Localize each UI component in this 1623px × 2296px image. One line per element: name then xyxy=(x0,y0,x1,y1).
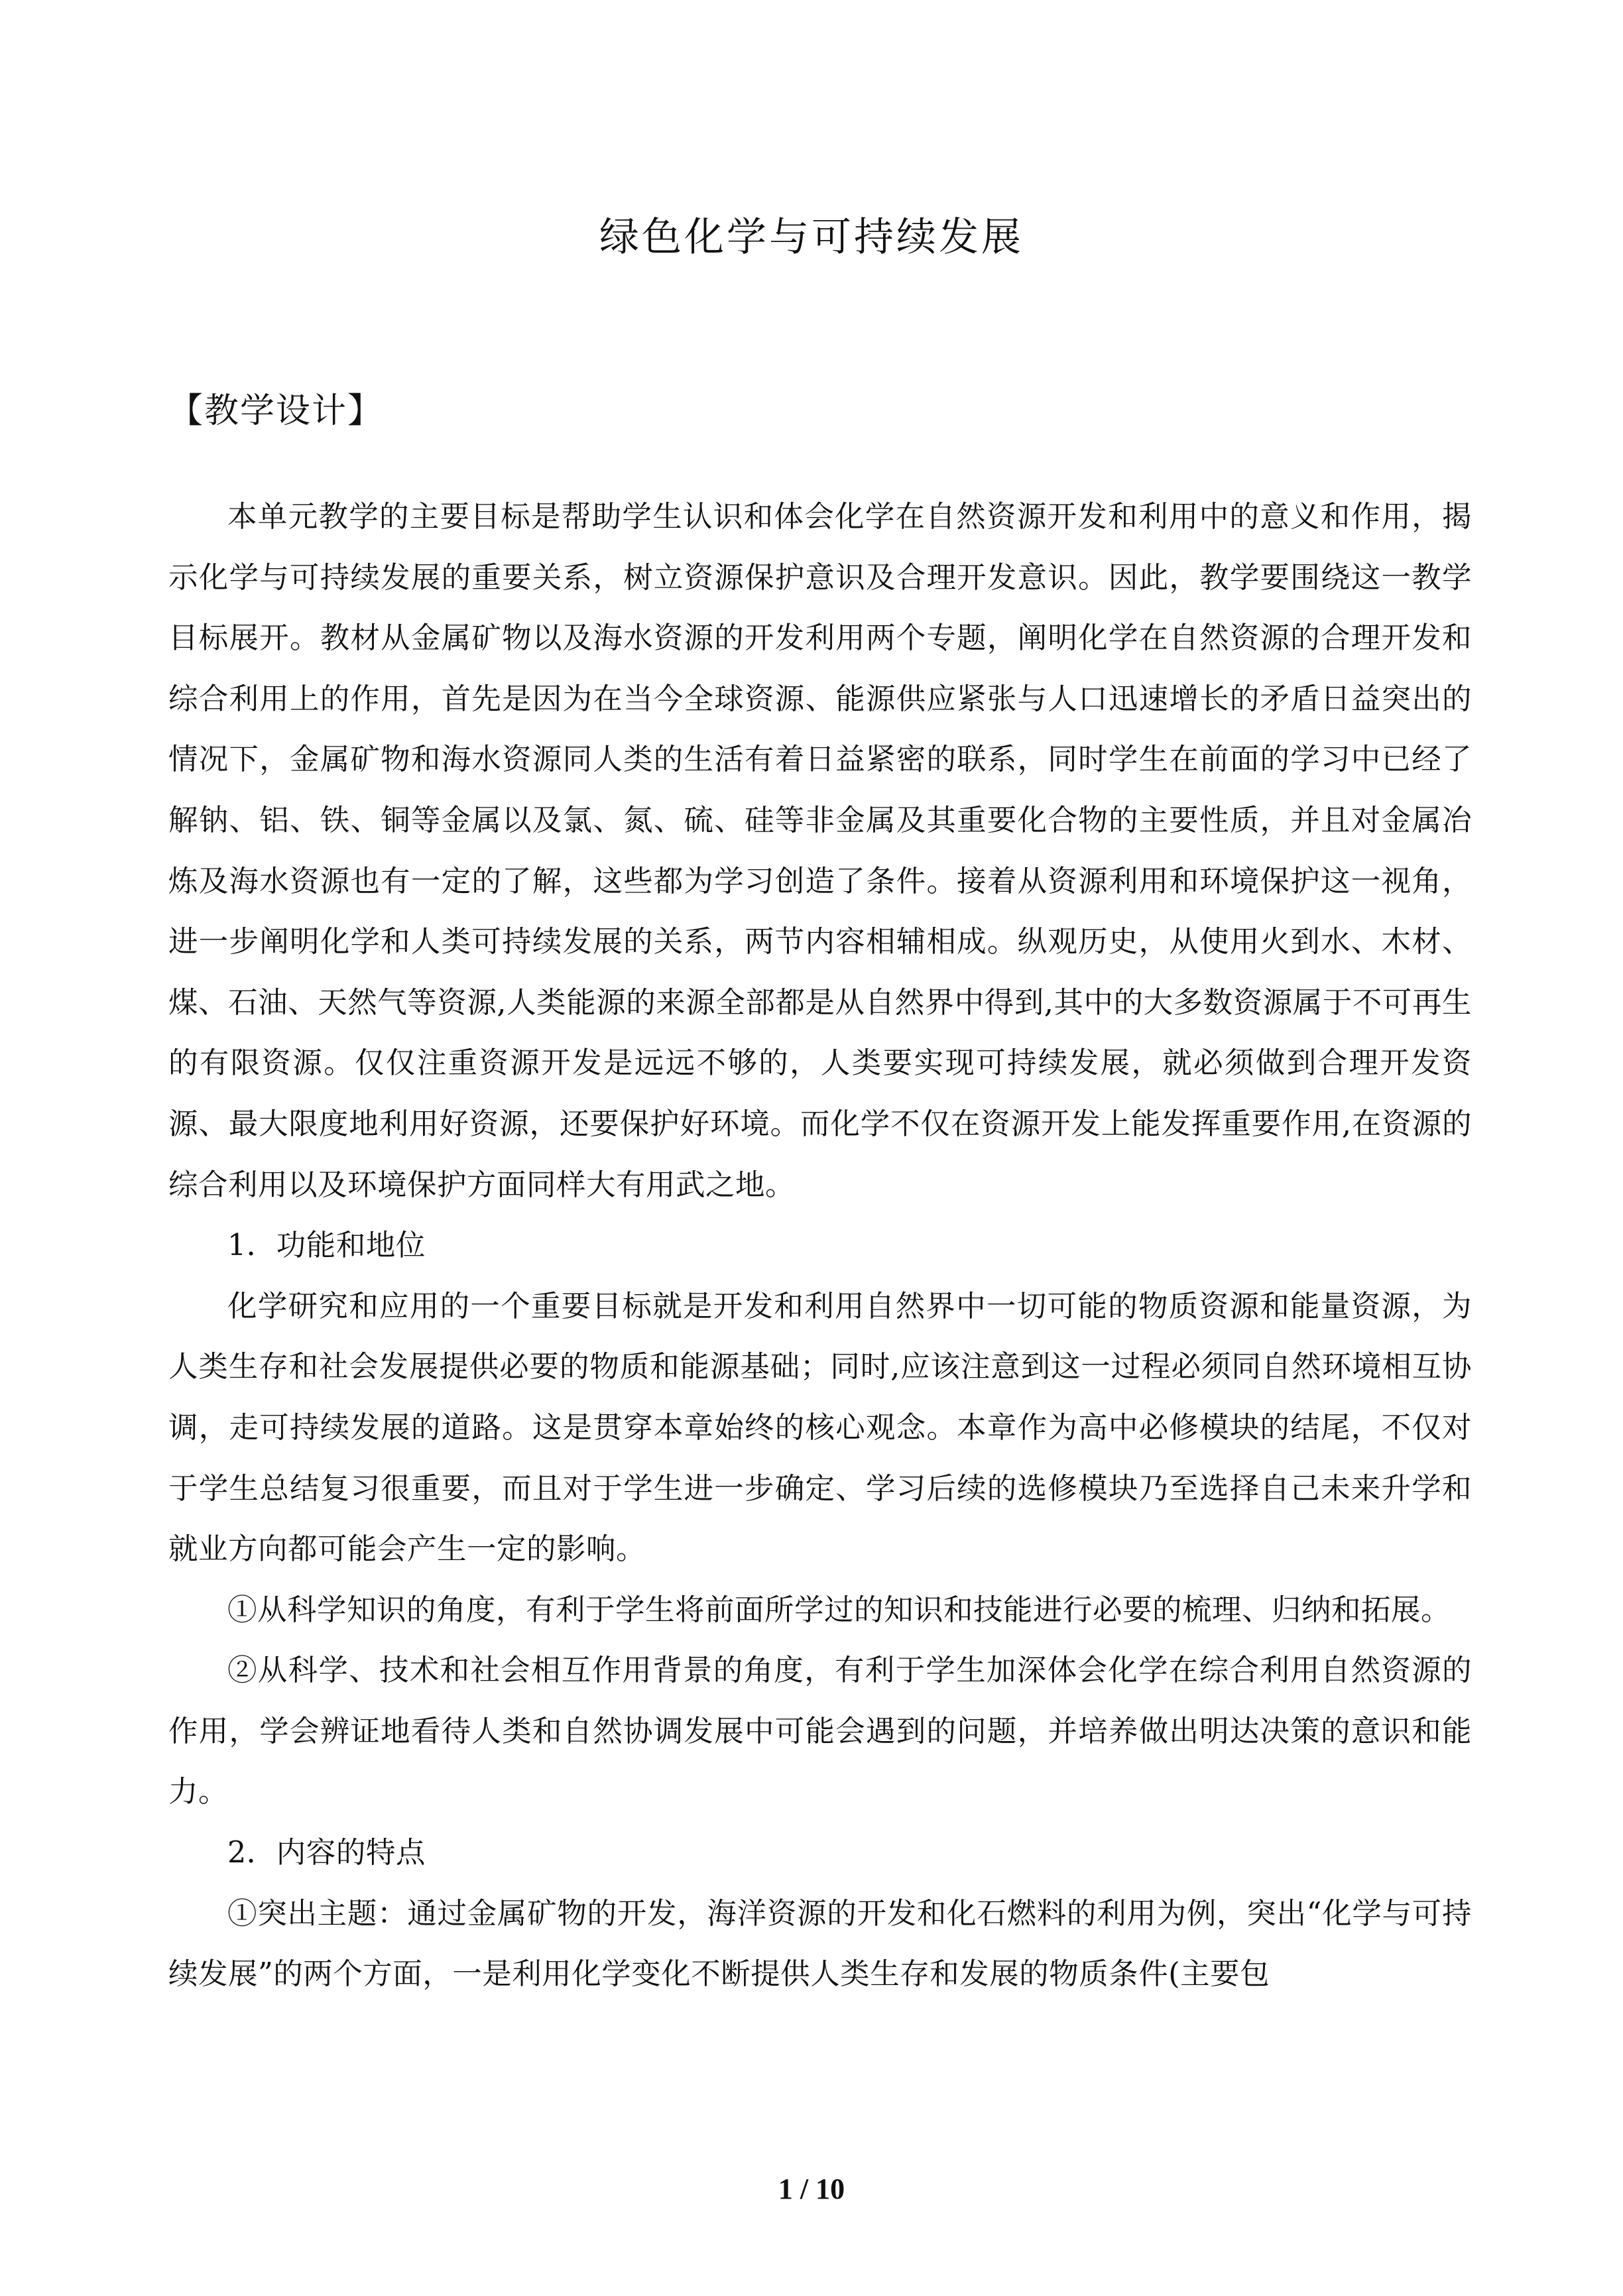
paragraph-intro: 本单元教学的主要目标是帮助学生认识和体会化学在自然资源开发和利用中的意义和作用，揭示化学与可持续发展的重要关系，树立资源保护意识及合理开发意识。因此，教学要围绕这一教学目标展开。教材从金属矿物以及海水资源的开发利用两个专题，阐明化学在自然资源的合理开发和综合利用上的作用，首先是因为在当今全球资源、能源供应紧张与人口迅速增长的矛盾日益突出的情况下，金属矿物和海水资源同人类的生活有着日益紧密的联系，同时学生在前面的学习中已经了解钠、铝、铁、铜等金属以及氯、氮、硫、硅等非金属及其重要化合物的主要性质，并且对金属冶炼及海水资源也有一定的了解，这些都为学习创造了条件。接着从资源利用和环境保护这一视角，进一步阐明化学和人类可持续发展的关系，两节内容相辅相成。纵观历史，从使用火到水、木材、煤、石油、天然气等资源,人类能源的来源全部都是从自然界中得到,其中的大多数资源属于不可再生的有限资源。仅仅注重资源开发是远远不够的，人类要实现可持续发展，就必须做到合理开发资源、最大限度地利用好资源，还要保护好环境。而化学不仅在资源开发上能发挥重要作用,在资源的综合利用以及环境保护方面同样大有用武之地。 xyxy=(168,500,1472,1202)
document-title: 绿色化学与可持续发展 xyxy=(599,214,1024,261)
page-number: 1 / 10 xyxy=(778,2173,845,2205)
subheading-function-position: 1．功能和地位 xyxy=(227,1229,426,1263)
list-item-highlight-theme: ①突出主题：通过金属矿物的开发，海洋资源的开发和化石燃料的利用为例，突出“化学与可持续发展”的两个方面，一是利用化学变化不断提供人类生存和发展的物质条件(主要包 xyxy=(168,1896,1472,1992)
subheading-content-features: 2．内容的特点 xyxy=(227,1836,426,1870)
list-item-sts: ②从科学、技术和社会相互作用背景的角度，有利于学生加深体会化学在综合利用自然资源的作用，学会辨证地看待人类和自然协调发展中可能会遇到的问题，并培养做出明达决策的意识和能力。 xyxy=(168,1654,1472,1809)
list-item-science-knowledge: ①从科学知识的角度，有利于学生将前面所学过的知识和技能进行必要的梳理、归纳和拓展。 xyxy=(227,1593,1451,1627)
section-heading: 【教学设计】 xyxy=(168,391,384,431)
paragraph-function: 化学研究和应用的一个重要目标就是开发和利用自然界中一切可能的物质资源和能量资源，为人类生存和社会发展提供必要的物质和能源基础；同时,应该注意到这一过程必须同自然环境相互协调，走可持续发展的道路。这是贯穿本章始终的核心观念。本章作为高中必修模块的结尾，不仅对于学生总结复习很重要，而且对于学生进一步确定、学习后续的选修模块乃至选择自己未来升学和就业方向都可能会产生一定的影响。 xyxy=(168,1289,1472,1567)
document-body xyxy=(168,487,1472,2005)
